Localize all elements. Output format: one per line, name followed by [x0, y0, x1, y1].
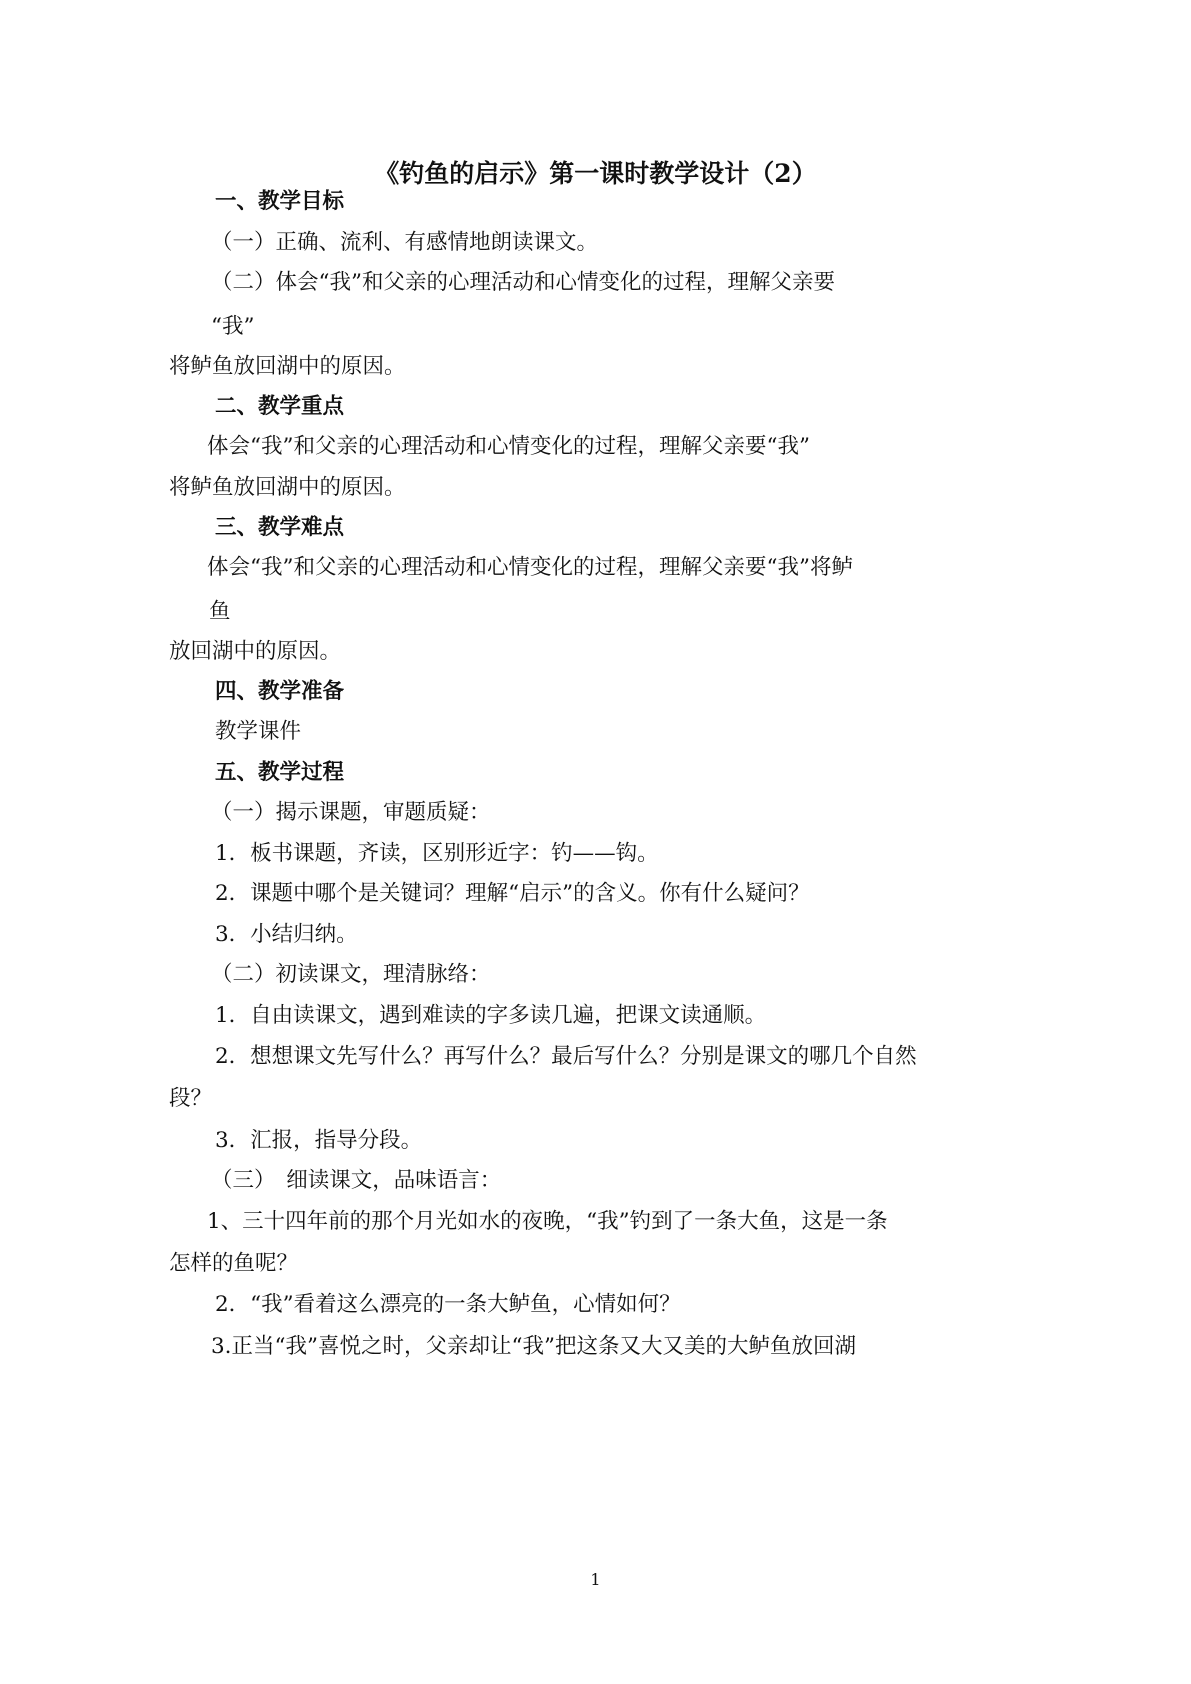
- objective-2-end: 将鲈鱼放回湖中的原因。: [169, 354, 406, 379]
- heading-objectives: 一、教学目标: [215, 189, 345, 214]
- heading-preparation: 四、教学准备: [215, 679, 345, 704]
- process-step-1-item-1: 1．板书课题，齐读，区别形近字：钓——钩。: [215, 841, 659, 866]
- page-number: 1: [590, 1570, 601, 1589]
- objective-1: （一）正确、流利、有感情地朗读课文。: [211, 230, 599, 255]
- process-step-1-item-2: 2．课题中哪个是关键词？理解“启示”的含义。你有什么疑问？: [215, 881, 810, 906]
- process-step-2-item-2-end: 段？: [169, 1086, 213, 1111]
- heading-process: 五、教学过程: [215, 760, 345, 785]
- key-points-text-end: 将鲈鱼放回湖中的原因。: [169, 475, 406, 500]
- objective-2-cont: “我”: [211, 314, 255, 339]
- preparation-text: 教学课件: [215, 719, 302, 744]
- process-step-3-item-1-end: 怎样的鱼呢？: [169, 1251, 299, 1276]
- heading-difficulties: 三、教学难点: [215, 515, 345, 540]
- process-step-2-item-1: 1．自由读课文，遇到难读的字多读几遍，把课文读通顺。: [215, 1003, 767, 1028]
- difficulties-text-cont: 鱼: [209, 599, 231, 624]
- process-step-3-item-2: 2．“我”看着这么漂亮的一条大鲈鱼，心情如何？: [215, 1292, 681, 1317]
- process-step-1-item-3: 3．小结归纳。: [215, 922, 358, 947]
- process-step-2-item-2: 2．想想课文先写什么？再写什么？最后写什么？分别是课文的哪几个自然: [215, 1044, 917, 1069]
- process-step-3: （三） 细读课文，品味语言：: [211, 1168, 502, 1193]
- objective-2: （二）体会“我”和父亲的心理活动和心情变化的过程，理解父亲要: [211, 270, 835, 295]
- process-step-2: （二）初读课文，理清脉络：: [211, 962, 491, 987]
- difficulties-text-end: 放回湖中的原因。: [169, 639, 342, 664]
- document-title: 《钓鱼的启示》第一课时教学设计（2）: [374, 159, 817, 188]
- key-points-text: 体会“我”和父亲的心理活动和心情变化的过程，理解父亲要“我”: [207, 434, 810, 459]
- process-step-2-item-3: 3．汇报，指导分段。: [215, 1128, 423, 1153]
- process-step-3-item-1: 1、三十四年前的那个月光如水的夜晚，“我”钓到了一条大鱼，这是一条: [207, 1209, 888, 1234]
- difficulties-text: 体会“我”和父亲的心理活动和心情变化的过程，理解父亲要“我”将鲈: [207, 555, 853, 580]
- process-step-3-item-3: 3.正当“我”喜悦之时，父亲却让“我”把这条又大又美的大鲈鱼放回湖: [211, 1334, 856, 1359]
- heading-key-points: 二、教学重点: [215, 394, 345, 419]
- process-step-1: （一）揭示课题，审题质疑：: [211, 800, 491, 825]
